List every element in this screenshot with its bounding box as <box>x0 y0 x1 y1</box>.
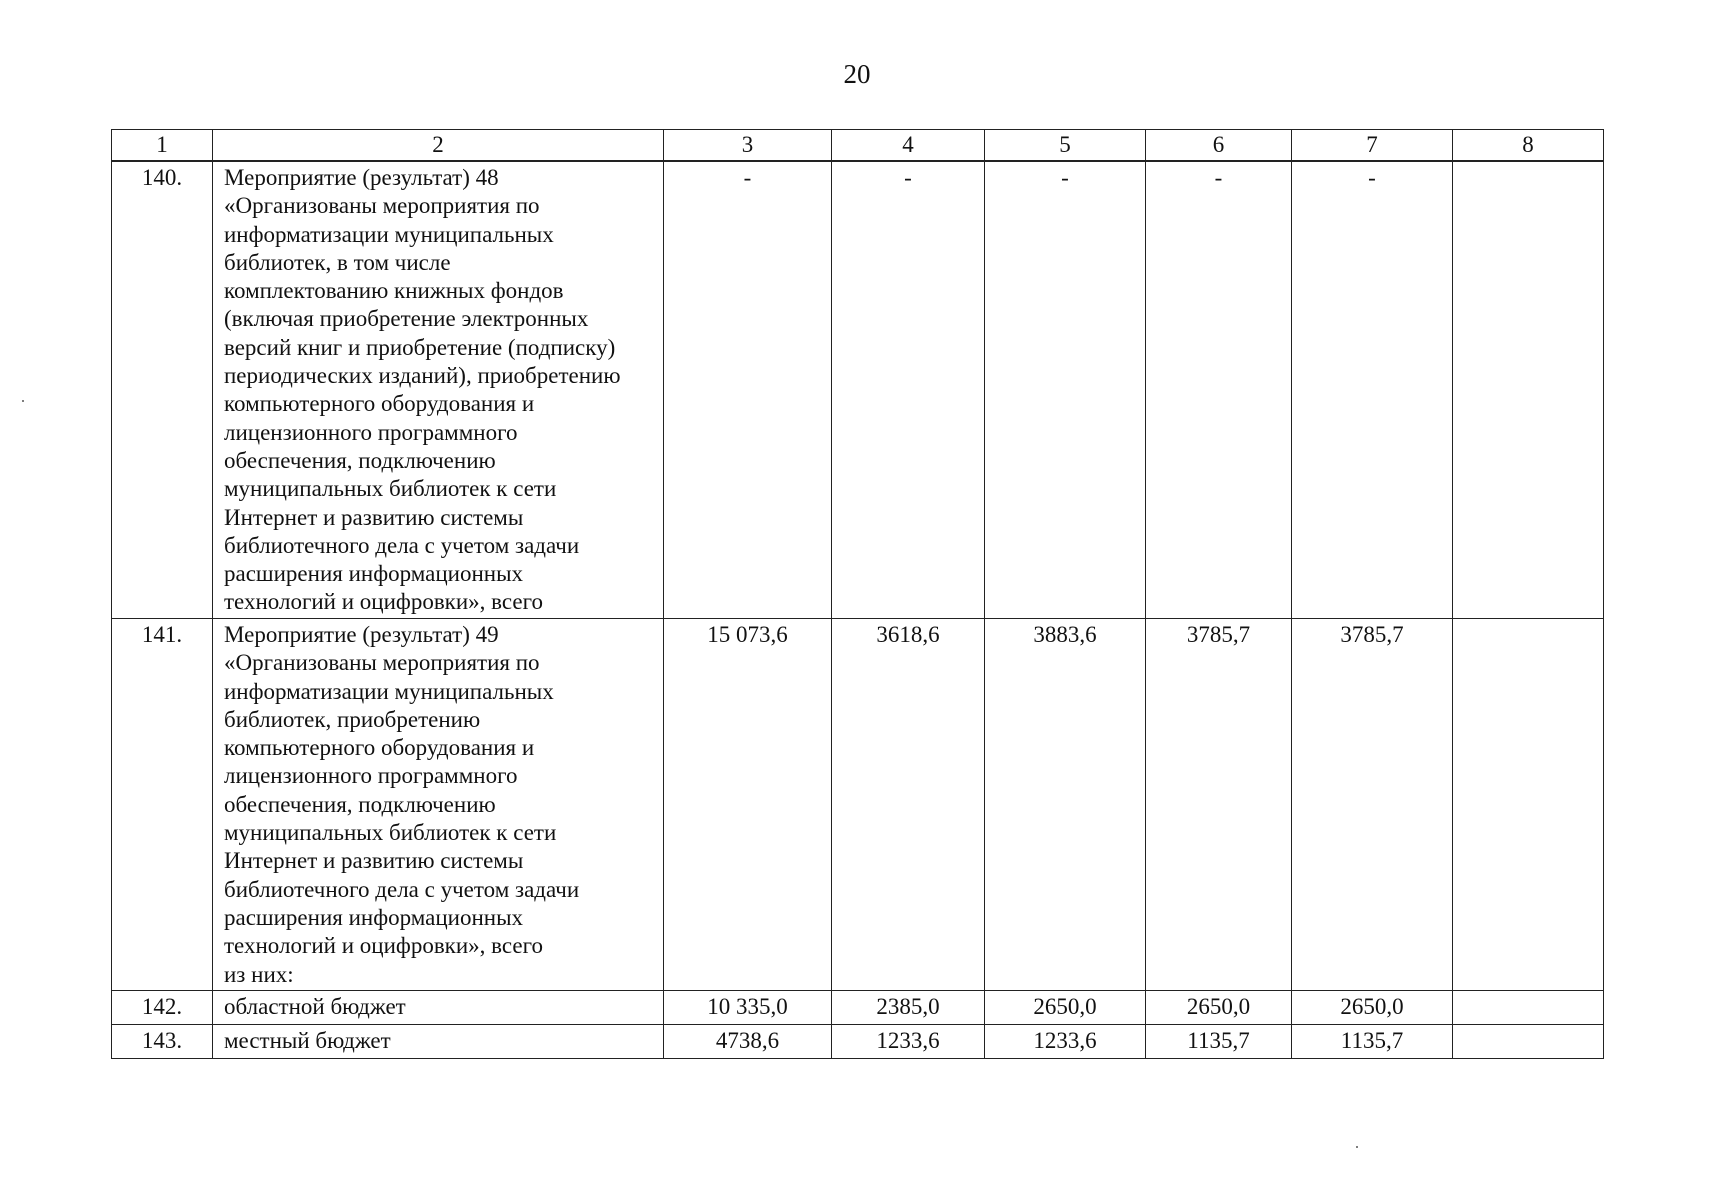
activity-name-line: «Организованы мероприятия по <box>224 193 540 219</box>
row-number-cell: 141. <box>112 619 213 991</box>
value-cell: 15 073,6 <box>664 619 832 991</box>
activity-name-line: библиотечного дела с учетом задачи <box>224 532 580 558</box>
activity-name-line: лицензионного программного <box>224 763 518 789</box>
activity-name-line: библиотечного дела с учетом задачи <box>224 876 580 902</box>
activity-name-line: технологий и оцифровки», всего <box>224 589 543 615</box>
value-cell: 3785,7 <box>1292 619 1453 991</box>
row-number-cell: 140. <box>112 161 213 619</box>
header-cell: 7 <box>1292 130 1453 162</box>
activity-name-cell <box>213 991 664 1025</box>
activity-name-line: библиотек, приобретению <box>224 706 481 732</box>
value-cell: 1135,7 <box>1146 1025 1292 1059</box>
activity-name-line: информатизации муниципальных <box>224 221 554 247</box>
activity-name-line: «Организованы мероприятия по <box>224 650 540 676</box>
value-cell: 3785,7 <box>1146 619 1292 991</box>
activity-name-line: компьютерного оборудования и <box>224 391 535 417</box>
value-cell: 2650,0 <box>985 991 1146 1025</box>
activity-name-line: муниципальных библиотек к сети <box>224 820 557 846</box>
activity-name-line: Интернет и развитию системы <box>224 504 524 530</box>
activity-name-line: расширения информационных <box>224 561 524 587</box>
value-cell <box>1453 991 1604 1025</box>
header-cell: 5 <box>985 130 1146 162</box>
activity-name-cell <box>213 161 664 619</box>
table-row <box>112 991 1604 1025</box>
activity-name-line: муниципальных библиотек к сети <box>224 476 557 502</box>
value-cell: - <box>985 161 1146 619</box>
value-cell: - <box>1292 161 1453 619</box>
value-cell: 3618,6 <box>832 619 985 991</box>
activity-name-line: Мероприятие (результат) 49 <box>224 622 499 647</box>
activity-name-line: Интернет и развитию системы <box>224 848 524 874</box>
activity-name-cell <box>213 619 664 991</box>
activity-name-line: версий книг и приобретение (подписку) <box>224 334 616 360</box>
value-cell: 2650,0 <box>1292 991 1453 1025</box>
activity-name-line: (включая приобретение электронных <box>224 306 589 332</box>
value-cell: - <box>664 161 832 619</box>
budget-table <box>111 129 1604 1059</box>
table-row <box>112 161 1604 619</box>
table-row <box>112 1025 1604 1059</box>
header-cell: 3 <box>664 130 832 162</box>
activity-name-line: лицензионного программного <box>224 419 518 445</box>
value-cell <box>1453 161 1604 619</box>
header-cell: 8 <box>1453 130 1604 162</box>
activity-name-line: обеспечения, подключению <box>224 447 496 473</box>
header-cell: 2 <box>213 130 664 162</box>
value-cell: 1135,7 <box>1292 1025 1453 1059</box>
value-cell: 3883,6 <box>985 619 1146 991</box>
header-cell: 1 <box>112 130 213 162</box>
value-cell: - <box>832 161 985 619</box>
value-cell: 1233,6 <box>832 1025 985 1059</box>
activity-name-line: периодических изданий), приобретению <box>224 363 621 389</box>
value-cell: 1233,6 <box>985 1025 1146 1059</box>
value-cell <box>1453 619 1604 991</box>
header-row <box>112 130 1604 162</box>
row-number-cell: 143. <box>112 1025 213 1059</box>
activity-name-cell <box>213 1025 664 1059</box>
page-number: 20 <box>843 59 871 89</box>
header-cell: 6 <box>1146 130 1292 162</box>
activity-name-line: расширения информационных <box>224 904 524 930</box>
header-cell: 4 <box>832 130 985 162</box>
scan-speck <box>1356 1146 1358 1148</box>
activity-name-line: обеспечения, подключению <box>224 791 496 817</box>
activity-name-line: библиотек, в том числе <box>224 249 451 275</box>
value-cell: - <box>1146 161 1292 619</box>
value-cell: 10 335,0 <box>664 991 832 1025</box>
activity-name-line: информатизации муниципальных <box>224 678 554 704</box>
scan-speck <box>22 400 24 402</box>
activity-name-line: Мероприятие (результат) 48 <box>224 165 499 190</box>
row-number-cell: 142. <box>112 991 213 1025</box>
activity-name-line: компьютерного оборудования и <box>224 735 535 761</box>
activity-name-line: технологий и оцифровки», всего <box>224 933 543 959</box>
value-cell: 2385,0 <box>832 991 985 1025</box>
activity-name-line: из них: <box>224 961 294 987</box>
activity-name-line: комплектованию книжных фондов <box>224 278 564 304</box>
value-cell <box>1453 1025 1604 1059</box>
activity-name-line: местный бюджет <box>224 1028 391 1053</box>
value-cell: 4738,6 <box>664 1025 832 1059</box>
table-row <box>112 619 1604 991</box>
activity-name-line: областной бюджет <box>224 994 406 1019</box>
value-cell: 2650,0 <box>1146 991 1292 1025</box>
